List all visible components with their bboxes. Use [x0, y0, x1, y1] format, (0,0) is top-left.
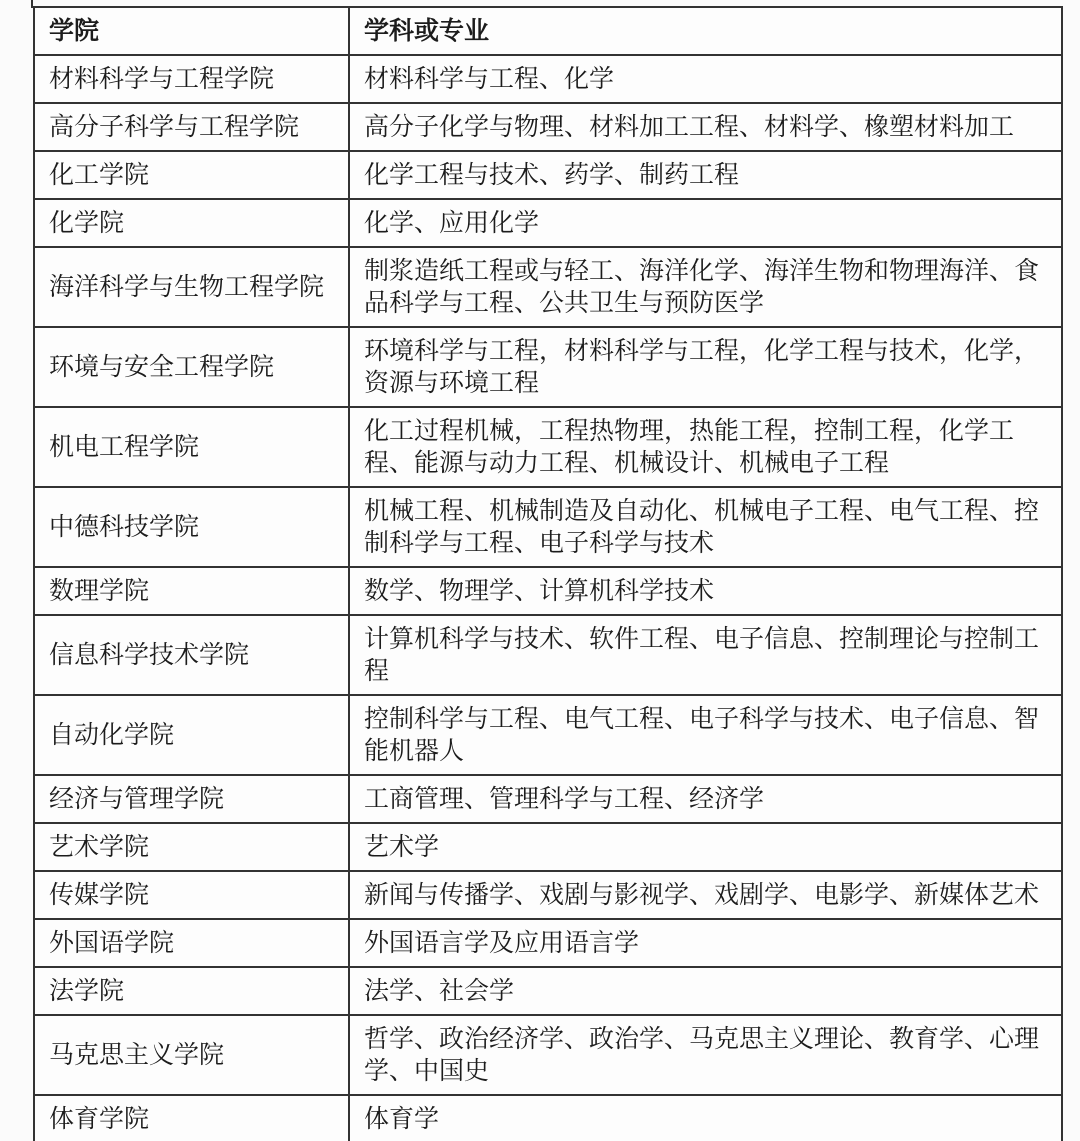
table-row — [34, 615, 1062, 695]
college-cell: 艺术学院 — [34, 823, 349, 871]
majors-cell: 化学工程与技术、药学、制药工程 — [349, 151, 1062, 199]
college-cell: 环境与安全工程学院 — [34, 327, 349, 407]
college-cell: 数理学院 — [34, 567, 349, 615]
table-header-row — [34, 7, 1062, 55]
majors-cell: 控制科学与工程、电气工程、电子科学与技术、电子信息、智能机器人 — [349, 695, 1062, 775]
college-cell: 高分子科学与工程学院 — [34, 103, 349, 151]
college-cell: 体育学院 — [34, 1095, 349, 1141]
college-cell: 化学院 — [34, 199, 349, 247]
college-cell: 中德科技学院 — [34, 487, 349, 567]
majors-cell: 材料科学与工程、化学 — [349, 55, 1062, 103]
college-cell: 马克思主义学院 — [34, 1015, 349, 1095]
majors-cell: 机械工程、机械制造及自动化、机械电子工程、电气工程、控制科学与工程、电子科学与技术 — [349, 487, 1062, 567]
majors-cell: 制浆造纸工程或与轻工、海洋化学、海洋生物和物理海洋、食品科学与工程、公共卫生与预防医学 — [349, 247, 1062, 327]
college-cell: 外国语学院 — [34, 919, 349, 967]
table-row — [34, 871, 1062, 919]
college-cell: 海洋科学与生物工程学院 — [34, 247, 349, 327]
majors-cell: 数学、物理学、计算机科学技术 — [349, 567, 1062, 615]
header-college: 学院 — [34, 7, 349, 55]
college-cell: 机电工程学院 — [34, 407, 349, 487]
majors-cell: 新闻与传播学、戏剧与影视学、戏剧学、电影学、新媒体艺术 — [349, 871, 1062, 919]
header-majors: 学科或专业 — [349, 7, 1062, 55]
table-row — [34, 151, 1062, 199]
table-row — [34, 695, 1062, 775]
majors-cell: 工商管理、管理科学与工程、经济学 — [349, 775, 1062, 823]
majors-cell: 计算机科学与技术、软件工程、电子信息、控制理论与控制工程 — [349, 615, 1062, 695]
college-cell: 自动化学院 — [34, 695, 349, 775]
majors-cell: 高分子化学与物理、材料加工工程、材料学、橡塑材料加工 — [349, 103, 1062, 151]
college-cell: 化工学院 — [34, 151, 349, 199]
table-row — [34, 567, 1062, 615]
table-row — [34, 775, 1062, 823]
college-cell: 经济与管理学院 — [34, 775, 349, 823]
table-row — [34, 103, 1062, 151]
majors-cell: 化工过程机械，工程热物理，热能工程，控制工程，化学工程、能源与动力工程、机械设计、机械电子工程 — [349, 407, 1062, 487]
table-row — [34, 823, 1062, 871]
table-row — [34, 487, 1062, 567]
table-row — [34, 967, 1062, 1015]
table-row — [34, 1095, 1062, 1141]
college-cell: 信息科学技术学院 — [34, 615, 349, 695]
crop-artifact-line — [31, 0, 33, 8]
college-cell: 材料科学与工程学院 — [34, 55, 349, 103]
majors-cell: 艺术学 — [349, 823, 1062, 871]
table-row — [34, 327, 1062, 407]
table-row — [34, 199, 1062, 247]
majors-cell: 哲学、政治经济学、政治学、马克思主义理论、教育学、心理学、中国史 — [349, 1015, 1062, 1095]
majors-cell: 环境科学与工程，材料科学与工程，化学工程与技术，化学，资源与环境工程 — [349, 327, 1062, 407]
majors-cell: 化学、应用化学 — [349, 199, 1062, 247]
table-row — [34, 1015, 1062, 1095]
table-row — [34, 407, 1062, 487]
college-cell: 传媒学院 — [34, 871, 349, 919]
majors-cell: 外国语言学及应用语言学 — [349, 919, 1062, 967]
table-row — [34, 919, 1062, 967]
majors-cell: 法学、社会学 — [349, 967, 1062, 1015]
college-majors-table — [33, 6, 1063, 1141]
majors-cell: 体育学 — [349, 1095, 1062, 1141]
table-row — [34, 247, 1062, 327]
college-cell: 法学院 — [34, 967, 349, 1015]
table-row — [34, 55, 1062, 103]
